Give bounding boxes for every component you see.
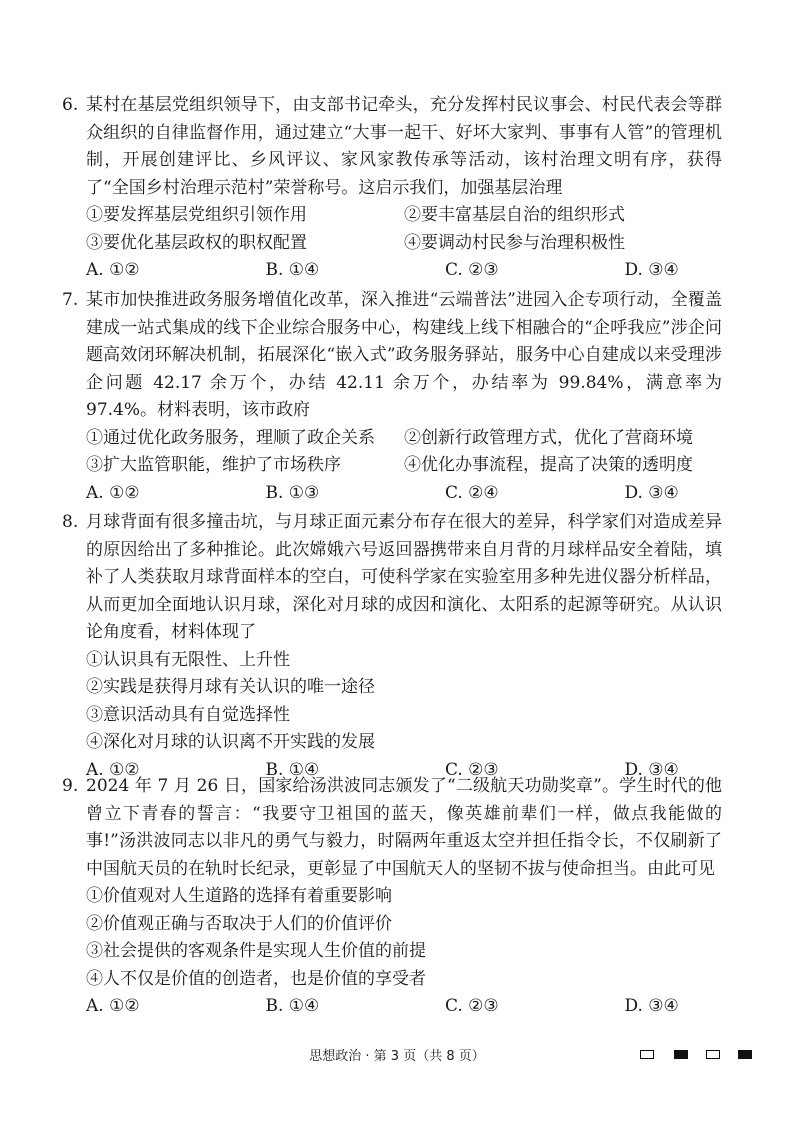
- question-number: 6.: [62, 95, 79, 115]
- statement-option: ②要丰富基层自治的组织形式: [404, 205, 625, 225]
- statement-option: ①要发挥基层党组织引领作用: [86, 205, 307, 225]
- statement-option: ②创新行政管理方式，优化了营商环境: [404, 427, 693, 448]
- statement-option: ③扩大监管职能，维护了市场秩序: [86, 455, 341, 475]
- scan-marks: [640, 1050, 760, 1064]
- answer-choice-c: C. ②③: [444, 260, 499, 280]
- statement-option: ②价值观正确与否取决于人们的价值评价: [86, 913, 392, 934]
- answer-choice-d: D. ③④: [624, 260, 679, 280]
- question-8: [62, 509, 722, 784]
- statement-option: ①价值观对人生道路的选择有着重要影响: [86, 886, 392, 906]
- statement-option: ①通过优化政务服务，理顺了政企关系: [86, 427, 375, 448]
- question-7: [62, 287, 722, 507]
- statement-option: ③社会提供的客观条件是实现人生价值的前提: [86, 941, 426, 961]
- question-stem: [62, 92, 722, 202]
- statement-options: [86, 425, 722, 480]
- statement-options: [86, 202, 722, 257]
- question-text: 2024 年 7 月 26 日，国家给汤洪波同志颁发了“二级航天功勋奖章”。学生时代的他曾立下青春的誓言：“我要守卫祖国的蓝天，像英雄前辈们一样，做点我能做的事!”汤洪波同志以非凡的勇气与毅力，时隔两年重返太空并担任指令长，不仅刷新了中国航天员的在轨时长纪录，更彰显了中国航天人的坚韧不拔与使命担当。由此可见: [86, 776, 722, 879]
- page-footer: [0, 1045, 794, 1069]
- answer-choice-d: D. ③④: [624, 996, 679, 1016]
- statement-option: ③要优化基层政权的职权配置: [86, 232, 307, 253]
- page-number-label: 思想政治 · 第 3 页（共 8 页）: [309, 1049, 485, 1064]
- answer-choice-c: C. ②④: [444, 482, 499, 503]
- statement-options: [86, 647, 722, 757]
- statement-option: ③意识活动具有自觉选择性: [86, 704, 290, 725]
- question-number: 8.: [62, 512, 79, 532]
- answer-choice-b: B. ①④: [265, 260, 320, 280]
- answer-choice-d: D. ③④: [624, 759, 679, 780]
- question-6: [62, 92, 722, 285]
- scan-mark-solid-icon: [738, 1050, 752, 1059]
- question-stem: [62, 287, 722, 425]
- answer-choice-c: C. ②③: [444, 759, 499, 780]
- answer-choice-b: B. ①④: [265, 996, 320, 1016]
- answer-choice-b: B. ①③: [265, 482, 320, 503]
- scan-mark-hollow-icon: [640, 1050, 654, 1059]
- answer-choices: [86, 257, 722, 285]
- question-number: 9.: [62, 776, 79, 796]
- statement-option: ④优化办事流程，提高了决策的透明度: [404, 455, 693, 475]
- statement-options: [86, 883, 722, 993]
- answer-choice-d: D. ③④: [624, 482, 679, 503]
- answer-choice-a: A. ①②: [86, 260, 140, 280]
- question-text: 某村在基层党组织领导下，由支部书记牵头，充分发挥村民议事会、村民代表会等群众组织的自律监督作用，通过建立“大事一起干、好坏大家判、事事有人管”的管理机制，开展创建评比、乡风评议、家风家教传承等活动，该村治理文明有序，获得了“全国乡村治理示范村”荣誉称号。这启示我们，加强基层治理: [86, 95, 722, 198]
- answer-choice-a: A. ①②: [86, 759, 140, 780]
- statement-option: ①认识具有无限性、上升性: [86, 649, 290, 670]
- answer-choice-b: B. ①④: [265, 759, 320, 780]
- question-9: [62, 773, 722, 1021]
- question-text: 月球背面有很多撞击坑，与月球正面元素分布存在很大的差异，科学家们对造成差异的原因给出了多种推论。此次嫦娥六号返回器携带来自月背的月球样品安全着陆，填补了人类获取月球背面样本的空白，可使科学家在实验室用多种先进仪器分析样品，从而更加全面地认识月球，深化对月球的成因和演化、太阳系的起源等研究。从认识论角度看，材料体现了: [86, 512, 722, 642]
- answer-choices: [86, 480, 722, 508]
- statement-option: ④深化对月球的认识离不开实践的发展: [86, 732, 375, 752]
- question-stem: [62, 773, 722, 883]
- question-number: 7.: [62, 290, 79, 310]
- answer-choice-a: A. ①②: [86, 482, 140, 503]
- scan-mark-solid-icon: [674, 1050, 688, 1059]
- question-text: 某市加快推进政务服务增值化改革，深入推进“云端普法”进园入企专项行动，全覆盖建成一站式集成的线下企业综合服务中心，构建线上线下相融合的“企呼我应”涉企问题高效闭环解决机制，拓展深化“嵌入式”政务服务驿站，服务中心自建成以来受理涉企问题 42.17 余万个，办结 42.11 余万个，办结率为 99.84%，满意率为 97.4%。材料表明，该市政府: [86, 290, 722, 420]
- answer-choice-a: A. ①②: [86, 996, 140, 1016]
- answer-choice-c: C. ②③: [444, 996, 499, 1016]
- question-stem: [62, 509, 722, 647]
- scan-mark-hollow-icon: [706, 1050, 720, 1059]
- answer-choices: [86, 993, 722, 1021]
- statement-option: ④人不仅是价值的创造者，也是价值的享受者: [86, 968, 426, 989]
- statement-option: ②实践是获得月球有关认识的唯一途径: [86, 677, 375, 697]
- statement-option: ④要调动村民参与治理积极性: [404, 232, 625, 253]
